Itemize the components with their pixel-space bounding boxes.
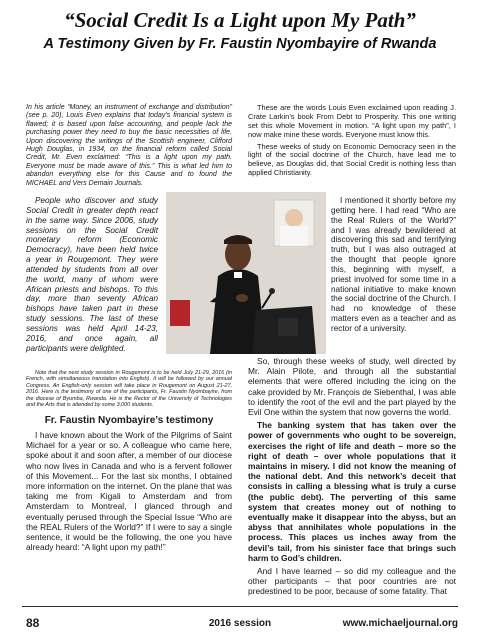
note-paragraph: Note that the next study session in Rougemont is to be held July 21-29, 2016 (in French, with simultaneous translation into English). It will be followed by our annual Congress. An English-only session will take place in Rougemont on August 21-27, 2016. Here is the testimony of one of the participants, Fr. Faustin Nyombayire, from the diocese of Byumba, Rwanda. He is the Rector of the University of Technologies and the Arts that is attended by some 3,000 students. (26, 370, 232, 409)
testimony-paragraph-7: And I have learned – so did my colleague and the other participants – that poor countries are not predestined to be poor, because of some fatality. That (248, 566, 456, 597)
article-subtitle: A Testimony Given by Fr. Faustin Nyombayire of Rwanda (43, 36, 437, 52)
testimony-paragraph-1: I have known about the Work of the Pilgrims of Saint Michael for a year or so. A colleague who came here, spoke about it and soon after, a member of our diocese who now lives in Canada and who is a fervent follower of this Movement... For the last six months, I obtained more information on the internet. On the plane that was taking me from Kigali to Amsterdam and from Amsterdam to Montreal, I glanced through and eventually perused through the Special Issue “Who are the REAL Rulers of the World?” If I were to say a single sentence, it would be the following, the one you have already heard: “A light upon my path!” (26, 430, 232, 553)
testimony-column-left (26, 430, 232, 555)
sessions-column (26, 196, 158, 357)
testimony-column-right (248, 104, 456, 181)
page-number: 88 (26, 616, 40, 630)
testimony-paragraph-3: These weeks of study on Economic Democracy seen in the light of the social doctrine of the Church, have lead me to believe, as Douglas did, that Social Credit is nothing less than applied Christianity. (248, 141, 456, 178)
website-link[interactable]: www.michaeljournal.org (342, 618, 458, 629)
footer-rule (22, 606, 458, 607)
intro-column (26, 104, 232, 191)
article-title: “Social Credit Is a Light upon My Path” (64, 8, 416, 32)
testimony-column-narrow (331, 196, 456, 337)
page-footer (0, 612, 480, 634)
section-heading: Fr. Faustin Nyombayire’s testimony (44, 415, 214, 426)
testimony-paragraph-5: So, through these weeks of study, well directed by Mr. Alain Pilote, and through all the substantial elements that were offered including the icing on the cake provided by Mr. François de Siebenthal, I was able to identify the root of the evil and the part played by the Evil One within the system that now governs the world. (248, 356, 456, 418)
session-label: 2016 session (208, 618, 272, 629)
speaker-photo (166, 192, 326, 354)
photo-illustration (166, 192, 326, 354)
testimony-paragraph-2: These are the words Louis Even exclaimed upon reading J. Crate Larkin’s book From Debt to Prosperity. This one writing set this whole Movement in motion. “A light upon my path”, I now make mine these words. Everyone must know this. (248, 103, 456, 139)
testimony-column-full (248, 356, 456, 600)
testimony-paragraph-6: The banking system that has taken over the power of governments who ought to be sovereign, exercises the right of life and death – more so the right of death – over whole populations that it maintains in misery. I did not know the meaning of the national debt. And this network’s deceit that consists in calling a blessing what is truly a curse (the public debt). The perverting of this same system that creates money out of nothing to eventually make it disappear into the abyss, but an abyss that annihilates whole populations in the process. This places us inches away from the devil’s tail, from his sinister face that brings such harm to God’s children. (248, 420, 456, 563)
intro-paragraph: In his article “Money, an instrument of exchange and distribution” (see p. 20), Louis Even explains that today’s financial system is flawed; it is based upon false accounting, and people lack the purchasing power they need to buy the basic necessities of life. Upon discovering the writings of the Scottish engineer, Clifford Hugh Douglas, in 1934, on the financial reform called Social Credit, Mr. Even exclaimed: “This is a light upon my path. Everyone must be made aware of this.” This is what led him to abandon everything else for this Cause and to found the MICHAEL and Vers Demain Journals. (26, 104, 232, 187)
sessions-paragraph: People who discover and study Social Credit in greater depth react in the same way. Since 2006, study sessions on the Social Credit monetary reform (Economic Democracy), have been held twice a year in Rougemont. They were attended by students from all over the world, many of whom were African priests and bishops. To this day, more than seventy African bishops have taken part in these study sessions. The last of these sessions was held April 14-23, 2016, and once again, all participants were delighted. (26, 196, 158, 353)
testimony-paragraph-4: I mentioned it shortly before my getting here. I had read “Who are the Real Rulers of the World?” and I was already bewildered at discovering this sad and terrifying truth, but I was also outraged at the thought that people ignore this, beginning with myself, a priest involved for some time in a national initiative to make known the social doctrine of the Church. I had no knowledge of these matters even as a teacher and as rector of a university. (331, 196, 456, 333)
note-column (26, 370, 232, 412)
